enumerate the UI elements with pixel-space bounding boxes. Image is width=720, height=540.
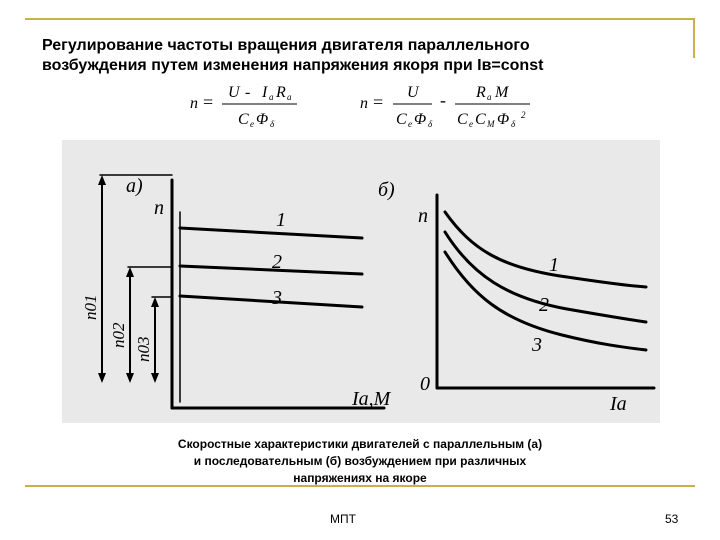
a-dim-arrowhead-2-top [126,267,134,277]
f2-t1-den-C: C [396,111,407,128]
f1-den-Phi: Φ [256,111,269,128]
f2-t2-den-Phi-sub: δ [511,119,516,129]
a-dim-arrowhead-3-bottom [151,373,159,383]
figure-drawing [62,140,660,423]
f1-num-I: I [262,84,268,101]
title-line-1: Регулирование частоты вращения двигателя параллельного [42,37,530,54]
f2-t2-den-C1: C [457,111,468,128]
f1-num-I-sub: a [269,92,274,102]
b-curve-2-label: 2 [539,294,549,316]
footer-label: МПТ [330,512,356,526]
a-dim-arrowhead-1-top [98,175,106,185]
figure-caption [110,436,610,487]
f2-t1-den-Phi-sub: δ [428,119,433,129]
f1-den-Phi-sub: δ [270,119,275,129]
f1-num-minus: - [245,84,251,101]
f2-t2-den-C2-sub: M [487,119,495,129]
page-number: 53 [665,512,679,526]
figure-panel [62,140,660,423]
caption-line-1: Скоростные характеристики двигателей с параллельным (а) [177,437,543,451]
b-origin-label: 0 [420,373,430,395]
f1-den-C: C [238,111,249,128]
a-curve-1 [180,228,362,238]
f2-t2-num-R-sub: a [487,92,492,102]
caption-line-3: напряжениях на якоре [293,471,427,485]
a-curve-2-label: 2 [272,251,282,273]
f1-eq: = [203,92,214,112]
a-panel-label: а) [126,175,143,197]
b-x-axis-label: Ia [610,393,627,415]
f1-lhs: n [190,95,198,112]
f1-den-C-sub: e [250,119,254,129]
f2-t2-den-C1-sub: e [469,119,473,129]
f2-t2-num-R: R [476,84,486,101]
caption-line-2: и последовательным (б) возбуждением при различных [193,454,527,468]
f2-t2-den-Phi: Φ [497,111,510,128]
a-dim-arrowhead-1-bottom [98,373,106,383]
a-x-axis-label: Ia,M [352,388,391,410]
f1-num-R-sub: a [287,92,292,102]
b-curve-1 [445,212,646,287]
a-y-axis-label: n [154,197,164,219]
a-dim-label-3: n03 [134,336,153,362]
title-line-2: возбуждения путем изменения напряжения якоря при Iв=const [42,57,544,74]
a-dim-label-1: n01 [81,294,100,320]
f2-t1-num: U [407,84,419,101]
f2-t2-den-Phi-sup: 2 [521,110,526,120]
f2-t1-den-C-sub: e [408,119,412,129]
b-panel-label: б) [378,179,395,201]
f1-num-U: U [228,84,240,101]
a-curve-3-label: 3 [272,287,282,309]
b-y-axis-label: n [418,205,428,227]
f2-t1-den-Phi: Φ [414,111,427,128]
a-curve-1-label: 1 [276,209,286,231]
b-curve-3-label: 3 [532,334,542,356]
a-curve-3 [180,296,362,307]
a-dim-arrowhead-2-bottom [126,373,134,383]
f2-t2-num-M: M [495,84,509,101]
f1-num-R: R [276,84,286,101]
b-curve-1-label: 1 [549,254,559,276]
f2-lhs: n [360,95,368,112]
a-dim-arrowhead-3-top [151,297,159,307]
f2-eq: = [373,92,384,112]
f2-t2-den-C2: C [475,111,486,128]
f2-minus: - [440,90,446,110]
a-dim-label-2: n02 [109,322,128,348]
a-curve-2 [180,266,362,274]
